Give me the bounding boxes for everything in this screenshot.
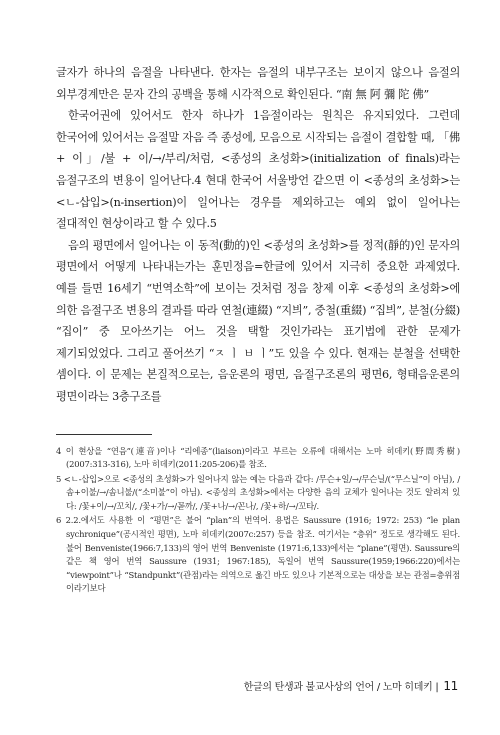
page-number: 11 bbox=[443, 679, 458, 693]
running-footer-separator: | bbox=[435, 682, 439, 693]
page-content bbox=[56, 62, 460, 597]
running-footer bbox=[244, 678, 458, 693]
footnote-4: 4 이 현상을 “연음”(連音)이나 “리에종”(liaison)이라고 부르는 오류에 대해서는 노마 히데키(野間秀樹)(2007:313-316), 노마 히데키(2011:205-206)를 참조. bbox=[56, 445, 460, 470]
running-footer-title: 한글의 탄생과 불교사상의 언어 / 노마 히데키 bbox=[243, 682, 433, 693]
body-paragraph-1: 글자가 하나의 음절을 나타낸다. 한자는 음절의 내부구조는 보이지 않으나 음절의 외부경계만은 문자 간의 공백을 통해 시각적으로 확인된다. “南 無 阿 彌 陀 佛” bbox=[56, 66, 460, 101]
footnotes bbox=[56, 445, 460, 597]
body-paragraph-2: 한국어권에 있어서도 한자 하나가 1음절이라는 원칙은 유지되었다. 그런데 한국어에 있어서는 음절말 자음 즉 종성에, 모음으로 시작되는 음절이 결합할 때, 「佛 + 이」/불 + 이/→/부리/처럼, <종성의 초성화>(initialization of finals)라는 음절구조의 변용이 일어난다.4 현대 한국어 서울방언 같으면 이 <종성의 초성화>는 <ㄴ-삽입>(n-insertion)이 일어나는 경우를 제외하고는 예외 없이 일어나는 절대적인 현상이라고 할 수 있다.5 bbox=[56, 109, 460, 231]
body-text bbox=[56, 62, 460, 408]
body-paragraph-3: 음의 평면에서 일어나는 이 동적(動的)인 <종성의 초성화>를 정적(靜的)인 문자의 평면에서 어떻게 나타내는가는 훈민정음=한글에 있어서 지극히 중요한 과제였다. 예를 들면 16세기 “번역소학”에 보이는 것처럼 정음 창제 이후 <종성의 초성화>에 의한 음절구조 변용의 결과를 따라 연철(連綴) “지븨”, 중철(重綴) “집븨”, 분철(分綴) “집이” 중 모아쓰기는 어느 것을 택할 것인가라는 표기법에 관한 문제가 제기되었었다. 그리고 풀어쓰기 “ㅈ ㅣ ㅂ ㅣ”도 있을 수 있다. 현재는 분철을 선택한 셈이다. 이 문제는 본질적으로는, 음운론의 평면, 음절구조론의 평면6, 형태음운론의 평면이라는 3층구조를 bbox=[56, 238, 460, 403]
footnote-5: 5 <ㄴ-삽입>으로 <종성의 초성화>가 일어나지 않는 예는 다음과 같다: /무슨+일/→/무슨닐/(“무스닐”이 아님), /솜+이불/→/솜니불/(“소미불”이 아님). <종성의 초성화>에서는 다양한 음의 교체가 일어나는 것도 알려져 있다: /꽃+이/→/꼬치/, /꽃+가/→/꼳까/, /꽃+나/→/꼰나/, /꽃+하/→/꼬타/. bbox=[56, 473, 460, 511]
footnote-6: 6 2.2.에서도 사용한 이 “평면”은 불어 “plan”의 번역어. 용법은 Saussure (1916; 1972: 253) “le plan sychronique”(공시적인 평면), 노마 히데키(2007c:257) 등을 참조. 여기서는 “층위” 정도로 생각해도 된다. 불어 Benveniste(1966:7,133)의 영어 번역 Benveniste (1971:6,133)에서는 “plane”(평면). Saussure의 같은 책 영어 번역 Saussure (1931; 1967:185), 독일어 번역 Saussure(1959;1966:220)에서는 “viewpoint”나 “Standpunkt”(관점)라는 의역으로 옮긴 바도 있으나 기본적으로는 대상을 보는 관점=층위점이라기보다 bbox=[56, 515, 460, 594]
footnote-divider bbox=[56, 434, 152, 435]
